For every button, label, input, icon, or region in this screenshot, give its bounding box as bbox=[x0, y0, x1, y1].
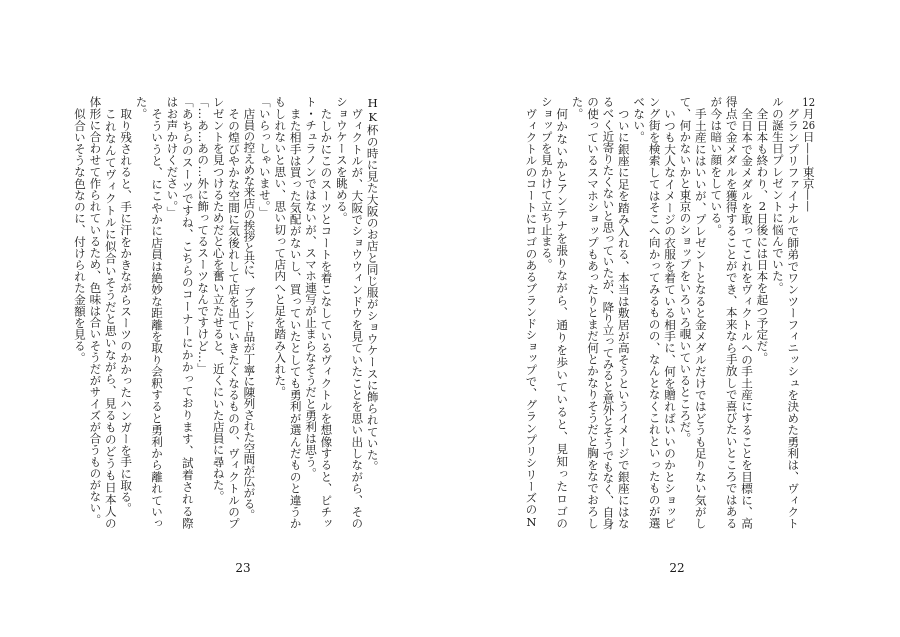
text-line: いつも大人なイメージの衣服を着ている相手に、何を贈ればいいのかとショッピ bbox=[663, 107, 678, 529]
text-line: 全日本で金メダルを取ってこれをヴィクトルへの手土産にすることを目標に、高 bbox=[740, 107, 755, 529]
page-number: 22 bbox=[669, 561, 685, 575]
text-line: べない。 bbox=[632, 96, 647, 143]
text-line: はお声かけください。」 bbox=[165, 96, 180, 218]
text-line: 体形に合わせて作られているため、色味は合いそうだがサイズが合うものがない。 bbox=[88, 96, 103, 526]
text-line: レゼントを見つけるためだと心を奮い立たせると、近くにいた店員に尋ねた。 bbox=[211, 96, 226, 502]
chapter-heading: 12月26日——東京—— bbox=[801, 96, 816, 212]
text-line: ング街を検索してはそこへ向かってみるものの、なんとなくこれといったものが選 bbox=[647, 96, 662, 529]
text-line: そういうと、にこやかに店員は絶妙な距離を取り会釈すると勇利から離れていっ bbox=[150, 107, 165, 529]
text-line: 店員の控えめな来店の挨拶と共に、ブランド品が丁寧に陳列された空間が広がる。 bbox=[242, 107, 257, 520]
page-number: 23 bbox=[235, 561, 251, 575]
text-line: るべく近寄りたくないと思っていたが、降り立ってみると意外とそうでもなく、自身 bbox=[601, 96, 616, 529]
text-line: 「あちらのスーツですね、こちらのコーナーにかかっております、試着される際 bbox=[180, 96, 195, 529]
text-line: が今は暗い顔をしている。 bbox=[709, 96, 724, 236]
text-line: 「いらっしゃいませ。」 bbox=[257, 96, 272, 218]
text-line: て、何かないかと東京のショップをいろいろ覗いているところだ。 bbox=[678, 96, 693, 444]
text-line: ついに銀座に足を踏み入れる、本当は敷居が高そうというイメージで銀座にはな bbox=[616, 107, 631, 529]
body-text bbox=[523, 96, 816, 529]
text-line: ト・チュラノンではないが、スマホ連写が止まらなそうだと勇利は思う。 bbox=[304, 96, 319, 479]
text-line: の使っているスマホショップもあったりとまだ何とかなりそうだと胸をなでおろし bbox=[586, 96, 601, 529]
text-line: その煌びやかな空間に気後れして店を出ていきたくなるものの、ヴィクトルのプ bbox=[227, 107, 242, 529]
text-line: 似合いそうな色なのに、付けられた金額を見る。 bbox=[72, 107, 87, 363]
text-line: グランプリファイナルで師弟でワンツーフィニッシュを決めた勇利は、ヴィクト bbox=[786, 107, 801, 529]
text-line: ルの誕生日プレゼントに悩んでいた。 bbox=[770, 96, 785, 294]
page-22 bbox=[450, 0, 900, 637]
text-line: ショウケースを眺める。 bbox=[334, 96, 349, 224]
text-line: もしれないと思い、思い切って店内へと足を踏み入れた。 bbox=[273, 96, 288, 398]
text-line: 手土産にはいいが、プレゼントとなると金メダルだけではどうも足りない気がし bbox=[693, 107, 708, 529]
text-line: 「…あ…あの…外に飾ってるスーツなんですけど…」 bbox=[196, 96, 211, 375]
text-line: たしかにこのスーツとコートを着こなしているヴィクトルを想像すると、ピチッ bbox=[319, 107, 334, 529]
text-line: ショップを見かけて立ち止まる。 bbox=[539, 96, 554, 270]
text-line: これなんてヴィクトルに似合いそうだと思いながら、見るものどうも日本人の bbox=[103, 107, 118, 529]
text-line: ヴィクトルが、大阪でショウウィンドウを見ていたことを思い出しながら、その bbox=[350, 107, 365, 529]
text-line: また相手は買った気配がないし、買っていたとしても勇利が選んだものと違うか bbox=[288, 107, 303, 529]
text-line: 何かないかとアンテナを張りながら、通りを歩いていると、見知ったロゴの bbox=[555, 107, 570, 529]
text-line: HK杯の時に見た大阪のお店と同じ服がショウケースに飾られていた。 bbox=[365, 96, 380, 472]
text-line: 得点で金メダルを獲得することができ、本来なら手放しで喜びたいところではある bbox=[724, 96, 739, 529]
text-line: た。 bbox=[570, 96, 585, 120]
text-line: 全日本も終わり、2日後には日本を起つ予定だ。 bbox=[755, 107, 770, 363]
text-line: た。 bbox=[134, 96, 149, 120]
body-text bbox=[72, 96, 380, 529]
text-line: 取り残されると、手に汗をかきながらスーツのかかったハンガーを手に取る。 bbox=[119, 107, 134, 514]
text-line: ヴィクトルのコートにロゴのあるブランドショップで、グランプリシリーズのN bbox=[524, 107, 539, 529]
